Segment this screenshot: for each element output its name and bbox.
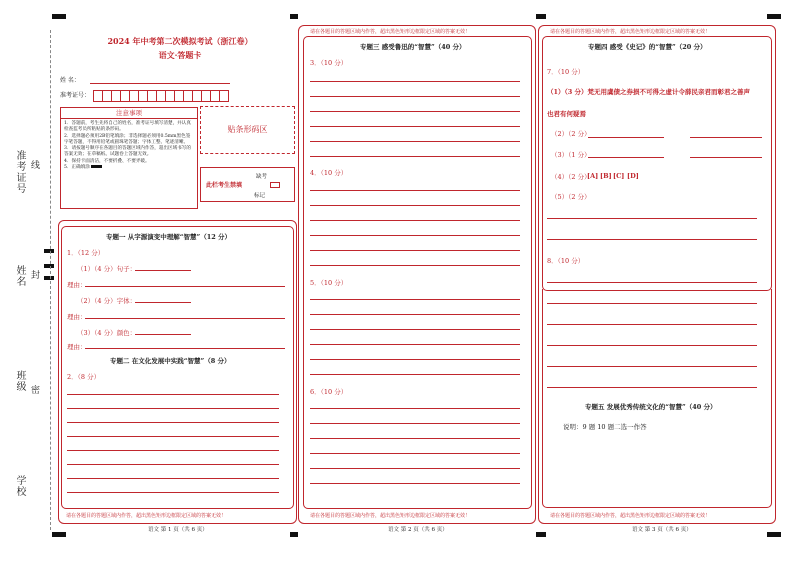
question-label: （4）（2 分） [551, 173, 591, 181]
id-grid[interactable] [93, 87, 228, 106]
section-title: 专题五 发展优秀传统文化的“智慧”（40 分） [585, 403, 717, 411]
answer-line[interactable] [67, 436, 279, 437]
question-label: 7．（10 分） [547, 68, 585, 76]
registration-mark [767, 14, 781, 19]
answer-line[interactable] [85, 348, 285, 349]
answer-line[interactable] [588, 157, 664, 158]
answer-line[interactable] [310, 423, 520, 424]
notice-box [60, 107, 198, 209]
answer-line[interactable] [547, 218, 757, 219]
choice-option-d[interactable]: [D] [627, 172, 639, 180]
answer-line[interactable] [310, 314, 520, 315]
answer-line[interactable] [67, 450, 279, 451]
answer-line[interactable] [310, 205, 520, 206]
answer-line[interactable] [67, 394, 279, 395]
notice-item: 5．正确填涂 [64, 165, 90, 171]
choice-option-c[interactable]: [C] [613, 172, 625, 180]
question-label: （3）（1 分） [551, 151, 591, 159]
absent-box [200, 167, 295, 202]
answer-region-3b [542, 289, 772, 508]
question-label: （5）（2 分） [551, 193, 591, 201]
notice-item: 1．答题前，考生先将自己的姓名，准考证号填写清楚，并认真检查监考员所粘贴的条形码。 [64, 121, 191, 133]
answer-line[interactable] [547, 303, 757, 304]
page-footer: 语文 第 3 页（共 6 页） [632, 527, 692, 533]
absent-checkbox[interactable] [270, 182, 280, 188]
exam-title: 2024 年中考第二次模拟考试（浙江卷） [107, 36, 253, 46]
answer-line[interactable] [67, 492, 279, 493]
answer-line[interactable] [690, 137, 762, 138]
barcode-label: 贴条形码区 [227, 125, 268, 134]
question-label: 3．（10 分） [310, 59, 348, 67]
binding-seal-label: 封 [29, 270, 39, 280]
answer-line[interactable] [135, 334, 191, 335]
id-label: 准考证号： [60, 92, 91, 99]
absent-label: 此栏考生禁填 [206, 182, 243, 189]
question-label: （1）（4 分）句子： [77, 265, 137, 273]
answer-line[interactable] [310, 299, 520, 300]
warning-text: 请在各题目的答题区域内作答，超出黑色矩形边框限定区域的答案无效！ [550, 513, 711, 519]
question-label: 1．（12 分） [67, 249, 105, 257]
reason-label: 理由： [67, 281, 87, 289]
question-label: （2）（4 分）字体： [77, 297, 137, 305]
reason-label: 理由： [67, 343, 87, 351]
notice-item: 2．选择题必须用2B铅笔填涂；非选择题必须用0.5mm黑色签字笔答题，不得用铅笔或圆珠笔答题；字体工整、笔迹清晰。 [64, 133, 191, 145]
warning-text: 请在各题目的答题区域内作答，超出黑色矩形边框限定区域的答案无效！ [66, 513, 227, 519]
section-title: 专题三 感受鲁迅的“智慧”（40 分） [360, 43, 466, 51]
answer-line[interactable] [547, 324, 757, 325]
answer-line[interactable] [310, 329, 520, 330]
answer-line[interactable] [85, 318, 285, 319]
answer-line[interactable] [310, 344, 520, 345]
notice-item: 4．保持卡面清洁，不要折叠、不要弄破。 [64, 158, 150, 164]
registration-mark [44, 249, 54, 253]
reason-label: 理由： [67, 313, 87, 321]
warning-text: 请在各题目的答题区域内作答，超出黑色矩形边框限定区域的答案无效！ [550, 29, 711, 35]
section-note: 说明：9 题 10 题二选一作答 [563, 423, 647, 431]
question-label: 8．（10 分） [547, 257, 585, 265]
section-title: 专题二 在文化发展中实践“智慧”（8 分） [110, 357, 231, 365]
answer-line[interactable] [547, 366, 757, 367]
registration-mark [767, 532, 781, 537]
answer-line[interactable] [67, 422, 279, 423]
answer-line[interactable] [547, 282, 757, 283]
answer-line[interactable] [135, 270, 191, 271]
choice-option-a[interactable]: [A] [587, 172, 599, 180]
warning-text: 请在各题目的答题区域内作答，超出黑色矩形边框限定区域的答案无效！ [310, 29, 471, 35]
answer-line[interactable] [310, 374, 520, 375]
answer-line[interactable] [588, 137, 664, 138]
answer-line[interactable] [310, 453, 520, 454]
answer-line[interactable] [67, 464, 279, 465]
registration-mark [290, 14, 298, 19]
answer-line[interactable] [310, 190, 520, 191]
barcode-area [200, 106, 295, 154]
section-title: 专题一 从字源演变中理解“智慧”（12 分） [106, 233, 232, 241]
answer-line[interactable] [310, 96, 520, 97]
absent-mark-text: 标记 [254, 193, 266, 199]
answer-line[interactable] [67, 408, 279, 409]
registration-mark [44, 264, 54, 268]
answer-line[interactable] [547, 387, 757, 388]
question-label: （3）（4 分）颜色： [77, 329, 137, 337]
answer-line[interactable] [547, 239, 757, 240]
answer-line[interactable] [67, 478, 279, 479]
answer-line[interactable] [310, 156, 520, 157]
answer-line[interactable] [310, 359, 520, 360]
name-label: 姓 名： [60, 77, 80, 84]
binding-line-label: 线 [29, 160, 39, 170]
answer-line[interactable] [310, 438, 520, 439]
question-label: 6．（10 分） [310, 388, 348, 396]
registration-mark [290, 532, 298, 537]
answer-line[interactable] [310, 468, 520, 469]
section-title: 专题四 感受《史记》的“智慧”（20 分） [588, 43, 707, 51]
question-label: 2．（8 分） [67, 373, 101, 381]
answer-line[interactable] [310, 235, 520, 236]
notice-title: 注意事项 [61, 108, 197, 119]
answer-line[interactable] [310, 81, 520, 82]
binding-tight-label: 密 [29, 385, 39, 395]
question-label: 4．（10 分） [310, 169, 348, 177]
answer-line[interactable] [310, 111, 520, 112]
answer-line[interactable] [310, 141, 520, 142]
answer-line[interactable] [135, 302, 191, 303]
registration-mark [536, 14, 546, 19]
answer-line[interactable] [310, 483, 520, 484]
binding-class-label: 班级 [14, 370, 25, 392]
answer-line[interactable] [310, 250, 520, 251]
binding-line [50, 30, 51, 530]
answer-line[interactable] [310, 265, 520, 266]
absent-mark-text: 缺考 [256, 174, 268, 180]
answer-line[interactable] [310, 408, 520, 409]
page-footer: 语文 第 2 页（共 6 页） [388, 527, 448, 533]
registration-mark [52, 532, 66, 537]
question-label: 5．（10 分） [310, 279, 348, 287]
binding-id-label: 准考证号 [14, 150, 25, 194]
exam-subtitle: 语文·答题卡 [158, 50, 202, 60]
choice-option-b[interactable]: [B] [600, 172, 612, 180]
question-text: （1）（3 分）梵无用虞债之券损不可得之虚计令薛民亲君而彰君之善声 [547, 88, 751, 96]
question-text: 也君有何疑焉 [547, 110, 586, 118]
answer-line[interactable] [310, 220, 520, 221]
name-field[interactable] [90, 83, 230, 84]
notice-item: 3．请按题号顺序在各题目的答题区域内作答，超出区域书写的答案无效；在草稿纸、试题卷上答题无效。 [64, 146, 191, 158]
answer-line[interactable] [690, 157, 762, 158]
filled-bubble-sample [91, 165, 102, 168]
page-footer: 语文 第 1 页（共 6 页） [148, 527, 208, 533]
registration-mark [536, 532, 546, 537]
answer-line[interactable] [547, 345, 757, 346]
warning-text: 请在各题目的答题区域内作答，超出黑色矩形边框限定区域的答案无效！ [310, 513, 471, 519]
registration-mark [44, 276, 54, 280]
answer-line[interactable] [85, 286, 285, 287]
question-label: （2）（2 分） [551, 130, 591, 138]
binding-name-label: 姓名 [14, 265, 25, 287]
answer-line[interactable] [310, 126, 520, 127]
registration-mark [52, 14, 66, 19]
binding-school-label: 学校 [14, 475, 25, 497]
